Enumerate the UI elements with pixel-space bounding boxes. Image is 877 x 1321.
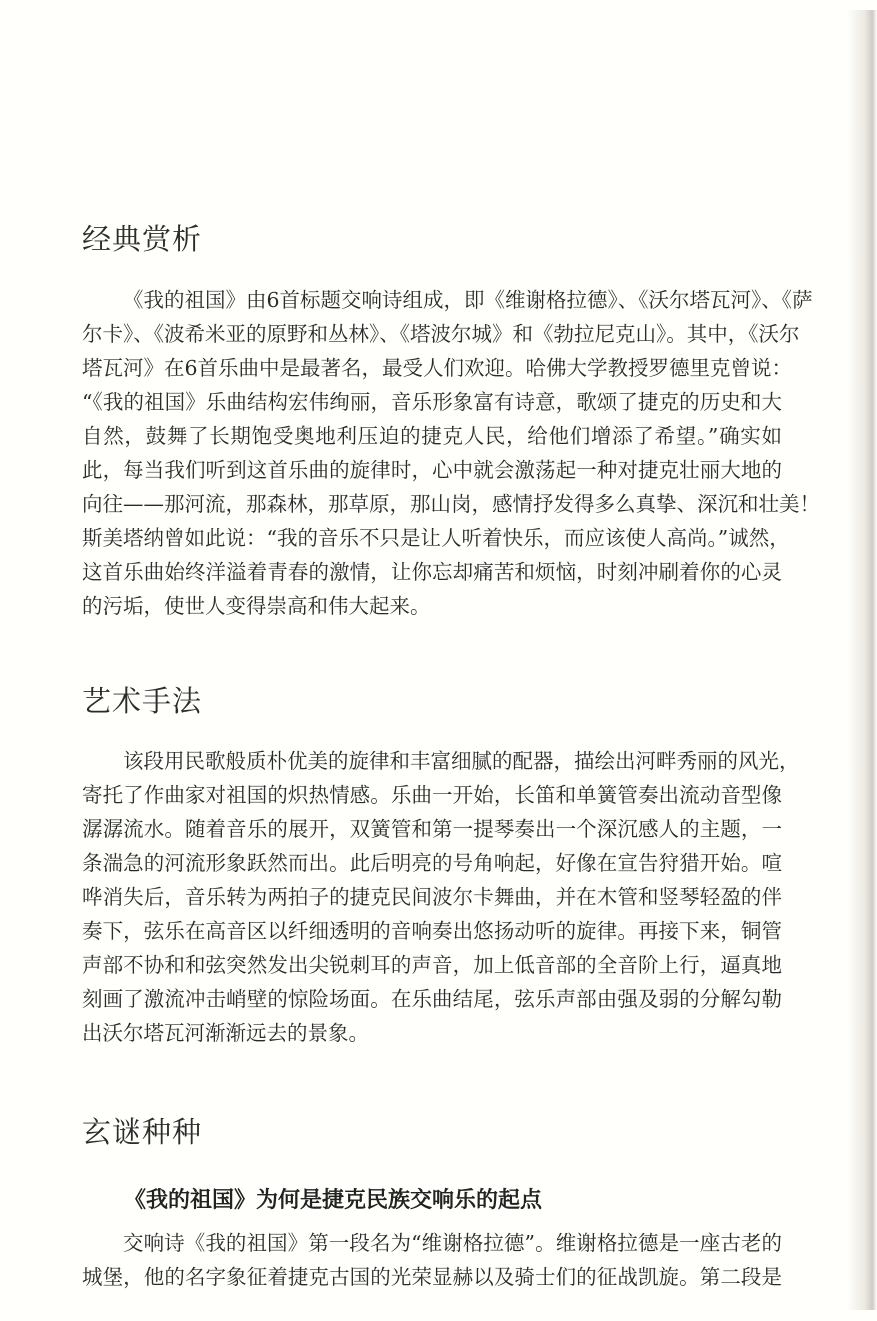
text-line: 声部不协和和弦突然发出尖锐刺耳的声音，加上低音部的全音阶上行，逼真地 <box>82 953 782 977</box>
text-line: 奏下，弦乐在高音区以纤细透明的音响奏出悠扬动听的旋律。再接下来，铜管 <box>82 919 782 943</box>
text-line: 此，每当我们听到这首乐曲的旋律时，心中就会激荡起一种对捷克壮丽大地的 <box>82 458 782 482</box>
subsection-heading: 《我的祖国》为何是捷克民族交响乐的起点 <box>124 1188 543 1213</box>
text-line: 交响诗《我的祖国》第一段名为“维谢格拉德”。维谢格拉德是一座古老的 <box>123 1231 782 1255</box>
paragraph-classic-appreciation <box>82 283 820 623</box>
section-heading-artistic-technique: 艺术手法 <box>82 684 203 718</box>
text-line: 条湍急的河流形象跃然而出。此后明亮的号角响起，好像在宣告狩猎开始。喧 <box>82 851 782 875</box>
paragraph-mysteries <box>82 1226 782 1294</box>
text-line: 出沃尔塔瓦河渐渐远去的景象。 <box>82 1021 369 1045</box>
text-line: 该段用民歌般质朴优美的旋律和丰富细腻的配器，描绘出河畔秀丽的风光， <box>123 749 800 773</box>
text-line: 寄托了作曲家对祖国的炽热情感。乐曲一开始，长笛和单簧管奏出流动音型像 <box>82 783 782 807</box>
text-line: 刻画了激流冲击峭壁的惊险场面。在乐曲结尾，弦乐声部由强及弱的分解勾勒 <box>82 987 782 1011</box>
text-line: 这首乐曲始终洋溢着青春的激情，让你忘却痛苦和烦恼，时刻冲刷着你的心灵 <box>82 560 782 584</box>
text-line: 的污垢，使世人变得崇高和伟大起来。 <box>82 594 431 618</box>
section-heading-mysteries: 玄谜种种 <box>82 1115 203 1149</box>
text-line: 向往——那河流，那森林，那草原，那山岗，感情抒发得多么真挚、深沉和壮美！ <box>82 492 820 516</box>
page-edge-shadow <box>847 10 877 1310</box>
text-line: 自然，鼓舞了长期饱受奥地利压迫的捷克人民，给他们增添了希望。”确实如 <box>82 424 782 448</box>
text-line: 城堡，他的名字象征着捷克古国的光荣显赫以及骑士们的征战凯旋。第二段是 <box>82 1265 782 1289</box>
text-line: 《我的祖国》由6首标题交响诗组成，即《维谢格拉德》、《沃尔塔瓦河》、《萨 <box>123 288 813 312</box>
text-line: 塔瓦河》在6首乐曲中是最著名，最受人们欢迎。哈佛大学教授罗德里克曾说： <box>82 356 793 380</box>
text-line: 尔卡》、《波希米亚的原野和丛林》、《塔波尔城》和《勃拉尼克山》。其中，《沃尔 <box>82 322 800 346</box>
text-line: 潺潺流水。随着音乐的展开，双簧管和第一提琴奏出一个深沉感人的主题，一 <box>82 817 782 841</box>
text-line: 斯美塔纳曾如此说：“我的音乐不只是让人听着快乐，而应该使人高尚。”诚然， <box>82 526 790 550</box>
text-line: “《我的祖国》乐曲结构宏伟绚丽，音乐形象富有诗意，歌颂了捷克的历史和大 <box>82 390 782 414</box>
section-heading-classic-appreciation: 经典赏析 <box>82 222 203 256</box>
paragraph-artistic-technique <box>82 744 800 1050</box>
text-line: 哗消失后，音乐转为两拍子的捷克民间波尔卡舞曲，并在木管和竖琴轻盈的伴 <box>82 885 782 909</box>
